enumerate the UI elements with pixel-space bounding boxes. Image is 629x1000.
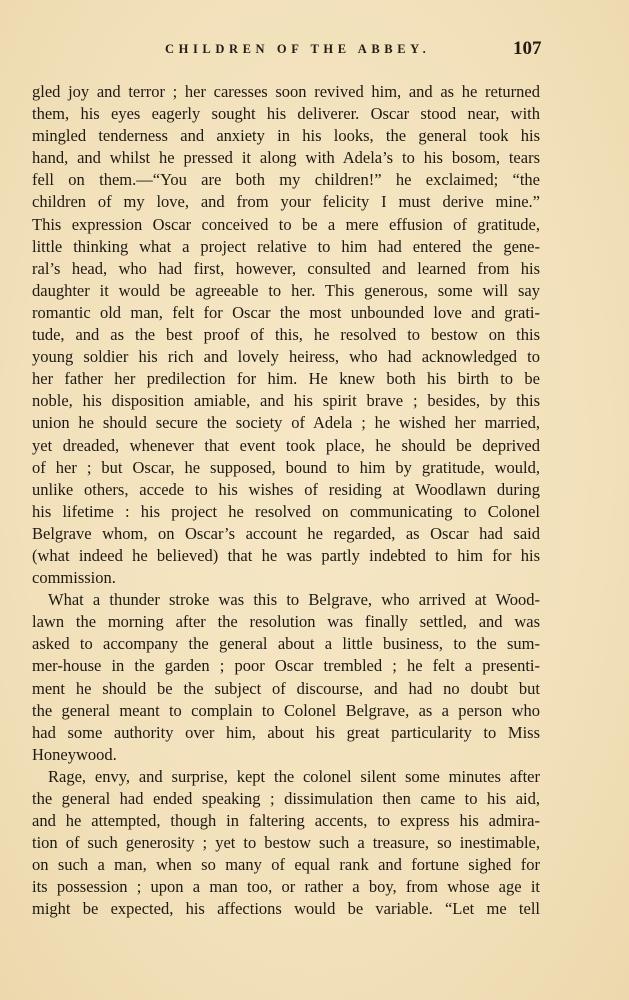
text-line: and he attempted, though in faltering accents, to express his admira- (32, 811, 540, 831)
running-head: CHILDREN OF THE ABBEY. (165, 42, 431, 56)
text-line: little thinking what a project relative to him had entered the gene- (32, 236, 540, 256)
text-line: (what indeed he believed) that he was partly indebted to him for his (32, 545, 540, 565)
text-line: gled joy and terror ; her caresses soon revived him, and as he returned (32, 82, 540, 101)
text-line: them, his eyes eagerly sought his deliverer. Oscar stood near, with (32, 104, 540, 124)
text-line: on such a man, when so many of equal rank and fortune sighed for (32, 855, 540, 875)
text-line: unlike others, accede to his wishes of residing at Woodlawn during (32, 479, 540, 499)
body-text (32, 81, 540, 921)
text-line: union he should secure the society of Adela ; he wished her married, (32, 413, 540, 433)
text-line: children of my love, and from your felicity I must derive mine.” (32, 192, 540, 212)
text-line: noble, his disposition amiable, and his spirit brave ; besides, by this (32, 391, 540, 411)
text-line: hand, and whilst he pressed it along with Adela’s to his bosom, tears (32, 148, 540, 168)
text-line: daughter it would be agreeable to her. This generous, some will say (32, 280, 540, 300)
text-line: commission. (32, 568, 116, 588)
text-line: her father her predilection for him. He knew both his birth to be (32, 369, 540, 389)
text-line: the general meant to complain to Colonel Belgrave, as a person who (32, 700, 540, 720)
text-line: romantic old man, felt for Oscar the most unbounded love and grati- (32, 302, 540, 322)
text-line: Belgrave whom, on Oscar’s account he regarded, as Oscar had said (32, 523, 540, 543)
text-line: might be expected, his affections would be variable. “Let me tell (32, 899, 540, 919)
text-line: young soldier his rich and lovely heiress, who had acknowledged to (32, 347, 540, 367)
text-line: tion of such generosity ; yet to bestow such a treasure, so inestimable, (32, 833, 540, 853)
text-line: fell on them.—“You are both my children!” he exclaimed; “the (32, 170, 540, 190)
text-line: ment he should be the subject of discourse, and had no doubt but (32, 678, 540, 698)
text-line: mer-house in the garden ; poor Oscar trembled ; he felt a presenti- (32, 656, 540, 676)
text-line: tude, and as the best proof of this, he resolved to bestow on this (32, 325, 540, 345)
text-line: mingled tenderness and anxiety in his looks, the general took his (32, 126, 540, 146)
text-line: of her ; but Oscar, he supposed, bound to him by gratitude, would, (32, 457, 540, 477)
text-line: Honeywood. (32, 744, 117, 764)
text-line: lawn the morning after the resolution was finally settled, and was (32, 612, 540, 632)
text-line: asked to accompany the general about a little business, to the sum- (32, 634, 540, 654)
text-line: had some authority over him, about his great particularity to Miss (32, 722, 540, 742)
page-number: 107 (513, 38, 542, 59)
text-line: This expression Oscar conceived to be a mere effusion of gratitude, (32, 214, 540, 234)
text-line: Rage, envy, and surprise, kept the colonel silent some minutes after (48, 766, 540, 786)
text-line: its possession ; upon a man too, or rather a boy, from whose age it (32, 877, 540, 897)
text-line: ral’s head, who had first, however, consulted and learned from his (32, 258, 540, 278)
text-line: What a thunder stroke was this to Belgrave, who arrived at Wood- (48, 590, 540, 610)
text-line: yet dreaded, whenever that event took place, he should be deprived (32, 435, 540, 455)
text-line: his lifetime : his project he resolved on communicating to Colonel (32, 501, 540, 521)
text-line: the general had ended speaking ; dissimulation then came to his aid, (32, 789, 540, 808)
